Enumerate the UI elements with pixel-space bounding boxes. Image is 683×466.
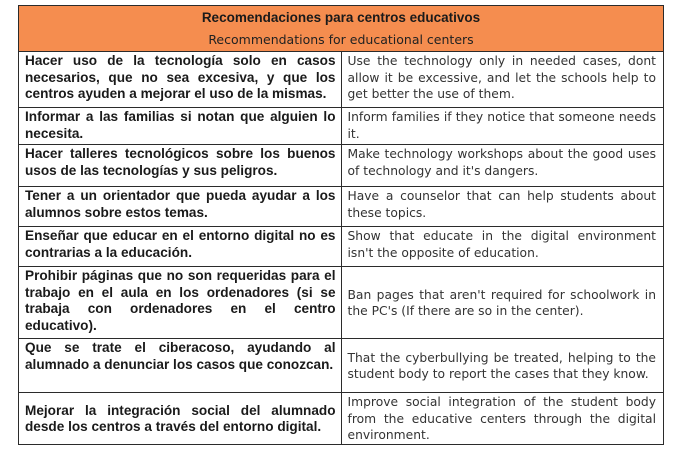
header-title-english: Recommendations for educational centers (208, 32, 474, 47)
table-row (19, 227, 664, 267)
cell-english: Use the technology only in needed cases, dont allow it be excessive, and let the schools help to get better the use of them. (341, 52, 664, 108)
cell-english: Inform families if they notice that someone needs it. (341, 108, 664, 145)
table-header-row (19, 6, 664, 52)
table-header (19, 6, 664, 52)
cell-english: Ban pages that aren't required for schoolwork in the PC's (If there are so in the center). (341, 267, 664, 339)
recommendations-table-container (18, 5, 664, 445)
header-title-spanish: Recomendaciones para centros educativos (201, 10, 481, 25)
cell-spanish: Que se trate el ciberacoso, ayudando al alumnado a denunciar los casos que conozcan. (19, 339, 342, 393)
table-row (19, 145, 664, 187)
cell-spanish: Informar a las familias si notan que alguien lo necesita. (19, 108, 342, 145)
cell-english: That the cyberbullying be treated, helping to the student body to report the cases that they know. (341, 339, 664, 393)
cell-spanish: Mejorar la integración social del alumnado desde los centros a través del entorno digital. (19, 393, 342, 445)
table-row (19, 393, 664, 445)
cell-english: Improve social integration of the student body from the educative centers through the digital environment. (341, 393, 664, 445)
table-row (19, 108, 664, 145)
cell-spanish: Hacer talleres tecnológicos sobre los buenos usos de las tecnologías y sus peligros. (19, 145, 342, 187)
table-row (19, 267, 664, 339)
table-row (19, 52, 664, 108)
cell-english: Have a counselor that can help students about these topics. (341, 187, 664, 227)
table-row (19, 339, 664, 393)
cell-spanish: Enseñar que educar en el entorno digital no es contrarias a la educación. (19, 227, 342, 267)
cell-spanish: Prohibir páginas que no son requeridas para el trabajo en el aula en los ordenadores (si se trabaja con ordenadores en el centro educativo). (19, 267, 342, 339)
cell-english: Make technology workshops about the good uses of technology and it's dangers. (341, 145, 664, 187)
cell-spanish: Tener a un orientador que pueda ayudar a los alumnos sobre estos temas. (19, 187, 342, 227)
cell-english: Show that educate in the digital environment isn't the opposite of education. (341, 227, 664, 267)
recommendations-table (18, 5, 664, 445)
table-row (19, 187, 664, 227)
cell-spanish: Hacer uso de la tecnología solo en casos necesarios, que no sea excesiva, y que los centros ayuden a mejorar el uso de la mismas. (19, 52, 342, 108)
